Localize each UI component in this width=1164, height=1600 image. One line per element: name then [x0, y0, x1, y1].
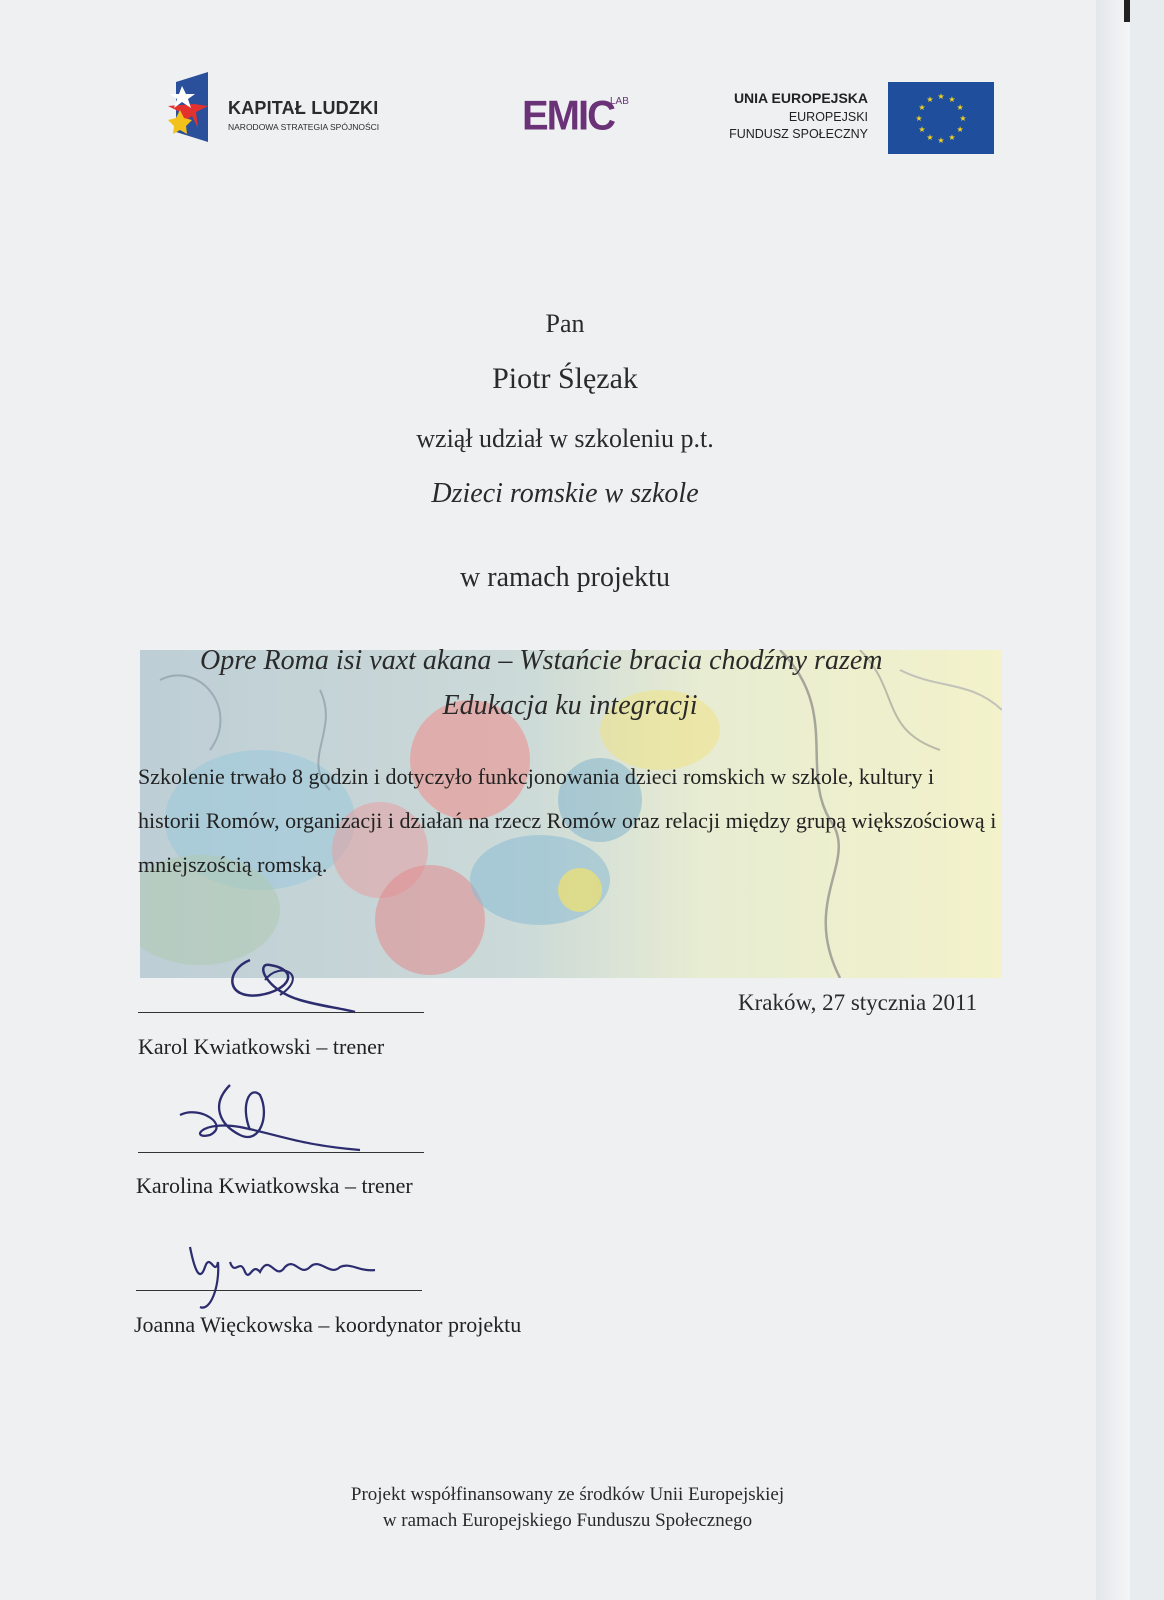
signature-joanna-wieckowska — [180, 1232, 390, 1322]
kapital-ludzki-icon — [168, 72, 224, 146]
eu-line2: EUROPEJSKI — [788, 110, 868, 124]
eu-line3: FUNDUSZ SPOŁECZNY — [729, 127, 868, 141]
funding-note-line1: Projekt współfinansowany ze środków Unii Europejskiej — [350, 1484, 785, 1505]
project-title-line2: Edukacja ku integracji — [442, 690, 698, 721]
scan-mark — [1124, 0, 1130, 22]
recipient-name: Piotr Ślęzak — [492, 362, 638, 395]
eu-star-icon: ★ — [926, 94, 934, 104]
eu-logo — [712, 82, 994, 156]
signature-line-1 — [138, 1012, 424, 1013]
funding-note-line2: w ramach Europejskiego Funduszu Społecznego — [382, 1510, 753, 1531]
eu-title: UNIA EUROPEJSKA — [733, 90, 868, 106]
signatory-2-name: Karolina Kwiatkowska – trener — [136, 1173, 413, 1198]
participation-text: wziął udział w szkoleniu p.t. — [416, 424, 714, 453]
place-date: Kraków, 27 stycznia 2011 — [738, 990, 978, 1015]
eu-star-icon: ★ — [959, 114, 967, 123]
emic-lab-logo — [522, 92, 642, 142]
eu-star-icon: ★ — [937, 136, 945, 145]
project-intro: w ramach projektu — [460, 562, 670, 593]
training-description: Szkolenie trwało 8 godzin i dotyczyło funkcjonowania dzieci romskich w szkole, kultury i historii Romów, organizacji i działań na rzecz Romów oraz relacji między grupą większościową i mniejszością romską. — [138, 764, 997, 877]
signature-line-2 — [138, 1152, 424, 1153]
eu-star-icon: ★ — [918, 125, 926, 134]
eu-star-icon: ★ — [948, 94, 956, 104]
signatory-1-name: Karol Kwiatkowski – trener — [138, 1034, 385, 1059]
eu-flag-icon — [888, 82, 994, 154]
signatory-3-name: Joanna Więckowska – koordynator projektu — [134, 1312, 522, 1337]
kapital-ludzki-title: KAPITAŁ LUDZKI — [228, 98, 379, 118]
kapital-ludzki-logo — [168, 72, 408, 146]
eu-star-icon: ★ — [937, 92, 945, 101]
eu-star-icon: ★ — [915, 114, 923, 123]
eu-star-icon: ★ — [926, 133, 934, 143]
scan-edge — [1096, 0, 1130, 1600]
project-title-line1: Opre Roma isi vaxt akana – Wstańcie bracia chodźmy razem — [200, 645, 883, 676]
signature-karol-kwiatkowski — [220, 950, 360, 1020]
emic-lab-superscript: LAB — [610, 96, 629, 107]
salutation: Pan — [545, 309, 585, 338]
eu-star-icon: ★ — [956, 125, 964, 134]
kapital-ludzki-subtitle: NARODOWA STRATEGIA SPÓJNOŚCI — [228, 122, 380, 132]
eu-star-icon: ★ — [918, 103, 926, 112]
eu-star-icon: ★ — [948, 133, 956, 143]
emic-logo-text: EMIC — [522, 92, 614, 140]
eu-star-icon: ★ — [956, 103, 964, 112]
course-title: Dzieci romskie w szkole — [431, 478, 699, 509]
signature-line-3 — [136, 1290, 422, 1291]
